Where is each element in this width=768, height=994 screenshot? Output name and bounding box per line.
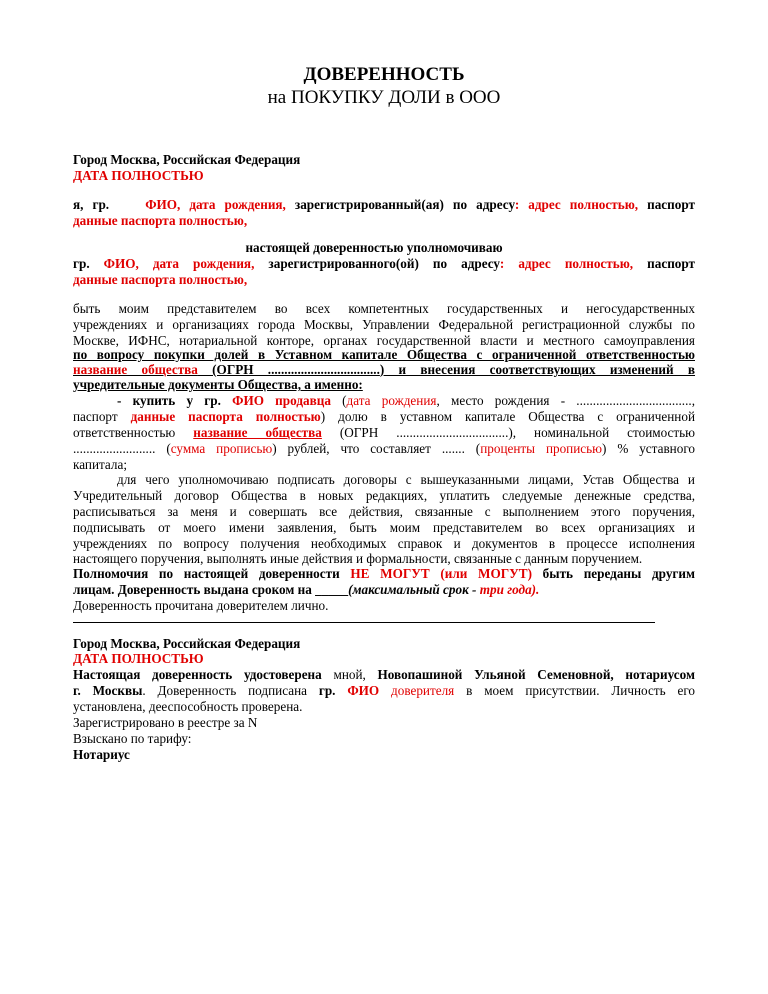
attorney-prefix: гр. — [73, 256, 90, 271]
principal-fio: ФИО, дата рождения, — [145, 197, 286, 212]
paren-open: ( — [330, 393, 347, 408]
notary-date: ДАТА ПОЛНОСТЬЮ — [73, 651, 204, 666]
notary-line-4: Зарегистрировано в реестре за N — [73, 715, 258, 730]
notary-line-2 — [73, 683, 695, 699]
notary-gr: гр. — [318, 683, 336, 698]
notary-principal-fio: ФИО — [347, 683, 380, 698]
body-line-4: по вопросу покупки долей в Уставном капитале Общества с ограниченной ответственностью — [73, 347, 695, 362]
body-line-1: быть моим представителем во всех компетентных государственных и негосударственных — [73, 301, 695, 316]
attorney-passport-label: паспорт — [647, 256, 696, 271]
buy-from-label: - купить у гр. — [117, 393, 221, 408]
body-line-17: настоящего поручения, выполнять иные действия и формальности, связанные с данным поручением. — [73, 551, 643, 566]
notary-presence-text: в моем присутствии. Личность его — [454, 683, 695, 698]
passport-label: паспорт — [73, 409, 131, 424]
max-term-label: (максимальный срок - — [348, 582, 480, 597]
body-line-16: учреждениях по вопросу получения необходимых справок и документов в процессе исполнения — [73, 536, 695, 551]
body-line-3: Москве, ИФНС, нотариальной конторе, органах государственной власти и местного самоуправления — [73, 333, 695, 348]
empower-line — [73, 240, 695, 256]
empower-text: настоящей доверенностью уполномочиваю — [245, 240, 503, 255]
body-line-15: подписывать от моего имени заявления, быть моим представителем во всех организациях и — [73, 520, 695, 535]
percent-text: ) % уставного — [602, 441, 695, 456]
percent-in-words: проценты прописью — [480, 441, 603, 456]
amount-in-words: сумма прописью — [170, 441, 273, 456]
ogrn-placeholder: (ОГРН .................................. — [197, 362, 380, 377]
birthplace-text: , место рождения - ..................................., — [436, 393, 695, 408]
share-text: ) долю в уставном капитале Общества с ограниченной — [320, 409, 695, 424]
principal-colon: : — [514, 197, 520, 212]
body-line-18 — [73, 566, 695, 582]
seller-passport-data: данные паспорта полностью — [130, 409, 321, 424]
body-line-11: капитала; — [73, 457, 127, 472]
nominal-value-text: (ОГРН ..................................), номинальной стоимостью — [321, 425, 696, 440]
principal-passport-data: данные паспорта полностью, — [73, 213, 248, 228]
body-line-19 — [73, 582, 695, 598]
principal-address: адрес полностью, — [528, 197, 639, 212]
notary-name: Новопашиной Ульяной Семеновной, нотариусом — [377, 667, 695, 682]
term-label: лицам. Доверенность выдана сроком на — [73, 582, 316, 597]
notary-city-moscow: г. Москвы — [73, 683, 143, 698]
principal-registered: зарегистрированный(ая) по адресу — [294, 197, 515, 212]
notary-city: Город Москва, Российская Федерация — [73, 636, 301, 651]
principal-prefix: я, гр. — [73, 197, 110, 212]
transfer-rest: быть переданы другим — [532, 566, 695, 581]
notary-principal-label: доверителя — [391, 683, 455, 698]
max-term-value: три года). — [479, 582, 540, 597]
body-line-14: расписываться за меня и совершать все действия, связанные с выполнением этого поручения, — [73, 504, 695, 519]
attorney-line-1 — [73, 256, 695, 272]
notary-signed-text: . Доверенность подписана — [142, 683, 319, 698]
city-line: Город Москва, Российская Федерация — [73, 152, 301, 167]
notary-signature-label: Нотариус — [73, 747, 130, 762]
company-name-placeholder: название общества — [73, 362, 198, 377]
body-line-8 — [73, 409, 695, 425]
notary-line-3: установлена, дееспособность проверена. — [73, 699, 303, 714]
principal-line-1 — [73, 197, 695, 213]
amount-text: ) рублей, что составляет ....... ( — [272, 441, 481, 456]
document-title: ДОВЕРЕННОСТЬ — [303, 64, 465, 85]
principal-passport-label: паспорт — [647, 197, 695, 212]
notary-certified-label: Настоящая доверенность удостоверена — [73, 667, 322, 682]
body-line-12-text: для чего уполномочиваю подписать договоры с вышеуказанными лицами, Устав Общества и — [117, 472, 695, 487]
attorney-colon: : — [499, 256, 505, 271]
seller-birthdate: дата рождения — [346, 393, 437, 408]
separator-line — [73, 622, 655, 623]
body-line-5 — [73, 362, 695, 378]
body-line-10 — [73, 441, 695, 457]
document-subtitle: на ПОКУПКУ ДОЛИ в ООО — [267, 87, 501, 108]
seller-fio: ФИО продавца — [232, 393, 331, 408]
liability-label: ответственностью — [73, 425, 194, 440]
attorney-address: адрес полностью, — [518, 256, 634, 271]
body-line-20: Доверенность прочитана доверителем лично. — [73, 598, 329, 613]
body-line-13: Учредительный договор Общества в новых редакциях, уплатить следуемые денежные средства, — [73, 488, 695, 503]
body-line-12 — [117, 472, 695, 488]
notary-line-1 — [73, 667, 695, 683]
company-name-placeholder-2: название общества — [193, 425, 322, 440]
attorney-passport-data: данные паспорта полностью, — [73, 272, 248, 287]
notary-line-5: Взыскано по тарифу: — [73, 731, 192, 746]
body-line-2: учреждениях и организациях города Москвы, Управлении Федеральной регистрационной службы по — [73, 317, 695, 332]
transfer-option: НЕ МОГУТ (или МОГУТ) — [350, 566, 532, 581]
body-line-6: учредительные документы Общества, а именно: — [73, 377, 363, 392]
attorney-by-address: по адресу — [432, 256, 500, 271]
notary-by-me: мной, — [321, 667, 378, 682]
date-line: ДАТА ПОЛНОСТЬЮ — [73, 168, 204, 183]
attorney-registered: зарегистрированного(ой) — [268, 256, 419, 271]
amount-dots: ......................... ( — [73, 441, 171, 456]
term-blank: _____ — [315, 582, 349, 597]
body-line-5-rest: ) и внесения соответствующих изменений в — [379, 362, 696, 377]
body-line-7 — [117, 393, 695, 409]
attorney-fio: ФИО, дата рождения, — [103, 256, 255, 271]
transfer-label: Полномочия по настоящей доверенности — [73, 566, 351, 581]
body-line-9 — [73, 425, 695, 441]
